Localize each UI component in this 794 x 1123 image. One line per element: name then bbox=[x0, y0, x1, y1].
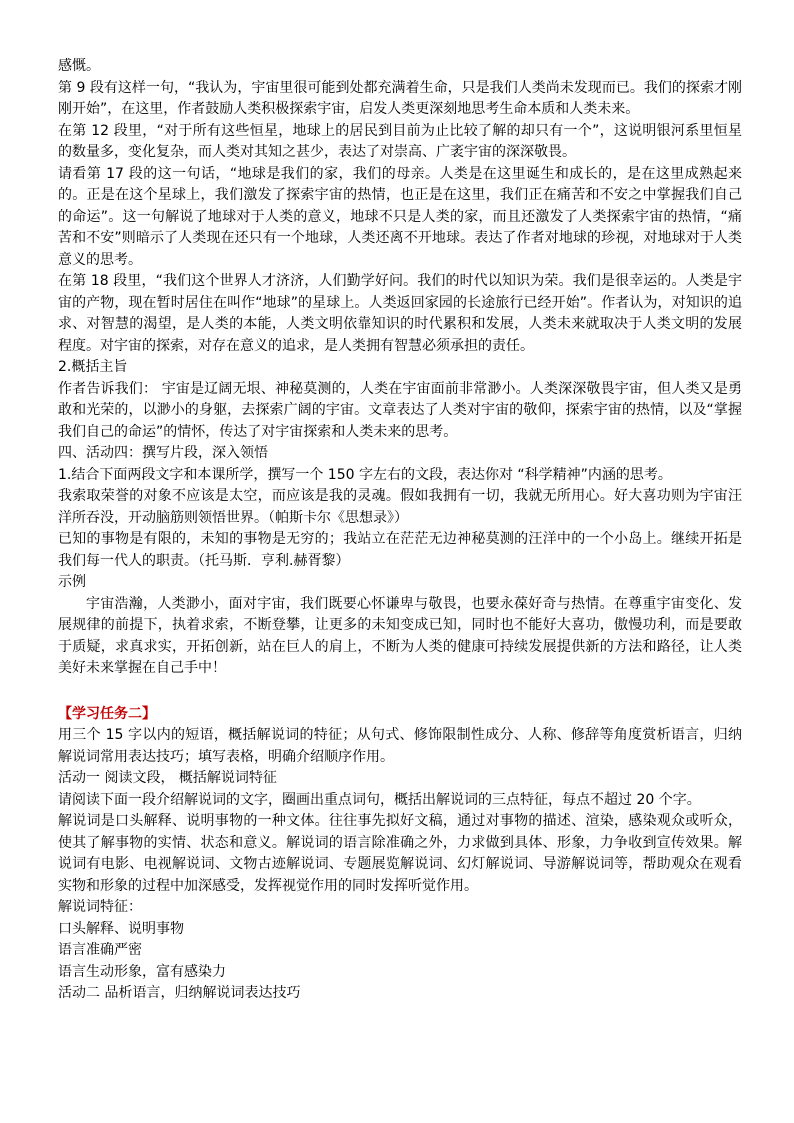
paragraph-example: 宇宙浩瀚，人类渺小，面对宇宙，我们既要心怀谦卑与敬畏，也要永葆好奇与热情。在尊重宇宙变化、发展规律的前提下，执着求索，不断登攀，让更多的未知变成已知，同时也不能好大喜功，傲慢功利，而是要敢于质疑，求真求实，开拓创新，站在巨人的肩上，不断为人类的健康可持续发展提供新的方法和路径，让人类美好未来掌握在自己手中！ bbox=[58, 595, 742, 676]
paragraph-intro-ending: 感慨。 bbox=[58, 58, 100, 74]
paragraph-section-9: 第 9 段有这样一句，“我认为，宇宙里很可能到处都充满着生命，只是我们人类尚未发现而已。我们的探索才刚刚开始”，在这里，作者鼓励人类积极探索宇宙，启发人类更深刻地思考生命本质和人类未来。 bbox=[58, 79, 742, 117]
heading-activity-two: 活动二 品析语言，归纳解说词表达技巧 bbox=[58, 985, 301, 1001]
subheading-main-idea: 2.概括主旨 bbox=[58, 359, 128, 375]
paragraph-activity-one-instructions: 请阅读下面一段介绍解说词的文字，圈画出重点词句，概括出解说词的三点特征，每点不超过 20 个字。 bbox=[58, 791, 701, 808]
quote-pascal: 我索取荣誉的对象不应该是太空，而应该是我的灵魂。假如我拥有一切，我就无所用心。好大喜功则为宇宙汪洋所吞没，开动脑筋则领悟世界。（帕斯卡尔《思想录》） bbox=[58, 488, 742, 526]
feature-item-1: 口头解释、说明事物 bbox=[58, 920, 184, 937]
paragraph-writing-prompt: 1.结合下面两段文字和本课所学，撰写一个 150 字左右的文段，表达你对 “科学精神”内涵的思考。 bbox=[58, 466, 672, 483]
paragraph-task-instructions: 用三个 15 字以内的短语，概括解说词的特征；从句式、修饰限制性成分、人称、修辞等角度赏析语言，归纳解说词常用表达技巧；填写表格，明确介绍顺序作用。 bbox=[58, 727, 742, 765]
label-example: 示例 bbox=[58, 574, 86, 590]
paragraph-main-idea: 作者告诉我们： 宇宙是辽阔无垠、神秘莫测的，人类在宇宙面前非常渺小。人类深深敬畏宇宙，但人类又是勇敢和光荣的，以渺小的身躯，去探索广阔的宇宙。文章表达了人类对宇宙的敬仰，探索宇宙的热情，以及“掌握我们自己的命运”的情怀，传达了对宇宙探索和人类未来的思考。 bbox=[58, 380, 742, 440]
paragraph-section-18: 在第 18 段里，“我们这个世界人才济济，人们勤学好问。我们的时代以知识为荣。我们是很幸运的。人类是宇宙的产物，现在暂时居住在叫作“地球”的星球上。人类返回家园的长途旅行已经开始”。作者认为，对知识的追求、对智慧的渴望，是人类的本能，人类文明依靠知识的时代累积和发展，人类未来就取决于人类文明的发展程度。对宇宙的探索，对存在意义的追求，是人类拥有智慧必须承担的责任。 bbox=[58, 273, 742, 354]
heading-activity-one: 活动一 阅读文段， 概括解说词特征 bbox=[58, 770, 277, 786]
quote-huxley: 已知的事物是有限的，未知的事物是无穷的；我站立在茫茫无边神秘莫测的汪洋中的一个小岛上。继续开拓是我们每一代人的职责。（托马斯．亨利.赫胥黎） bbox=[58, 531, 742, 569]
paragraph-section-17: 请看第 17 段的这一句话，“地球是我们的家，我们的母亲。人类是在这里诞生和成长的，是在这里成熟起来的。正是在这个星球上，我们激发了探索宇宙的热情，也正是在这里，我们正在痛苦和不安之中掌握我们自己的命运”。这一句解说了地球对于人类的意义，地球不只是人类的家，而且还激发了人类探索宇宙的热情，“痛苦和不安”则暗示了人类现在还只有一个地球，人类还离不开地球。表达了作者对地球的珍视，对地球对于人类意义的思考。 bbox=[58, 165, 742, 268]
document-page bbox=[58, 56, 742, 1005]
feature-item-2: 语言准确严密 bbox=[58, 942, 142, 958]
heading-activity-four: 四、活动四：撰写片段，深入领悟 bbox=[58, 445, 268, 461]
feature-item-3: 语言生动形象，富有感染力 bbox=[58, 963, 226, 980]
label-features: 解说词特征： bbox=[58, 899, 142, 915]
heading-learning-task-two: 【学习任务二】 bbox=[58, 705, 156, 722]
section-spacer bbox=[58, 680, 742, 704]
paragraph-commentary-definition: 解说词是口头解释、说明事物的一种文体。往往事先拟好文稿，通过对事物的描述、渲染，感染观众或听众，使其了解事物的实情、状态和意义。解说词的语言除准确之外，力求做到具体、形象，力争收到宣传效果。解说词有电影、电视解说词、文物古迹解说词、专题展览解说词、幻灯解说词、导游解说词等，帮助观众在观看实物和形象的过程中加深感受，发挥视觉作用的同时发挥听觉作用。 bbox=[58, 813, 742, 894]
paragraph-section-12: 在第 12 段里，“对于所有这些恒星，地球上的居民到目前为止比较了解的却只有一个”，这说明银河系里恒星的数量多，变化复杂，而人类对其知之甚少，表达了对崇高、广袤宇宙的深深敬畏。 bbox=[58, 122, 742, 160]
